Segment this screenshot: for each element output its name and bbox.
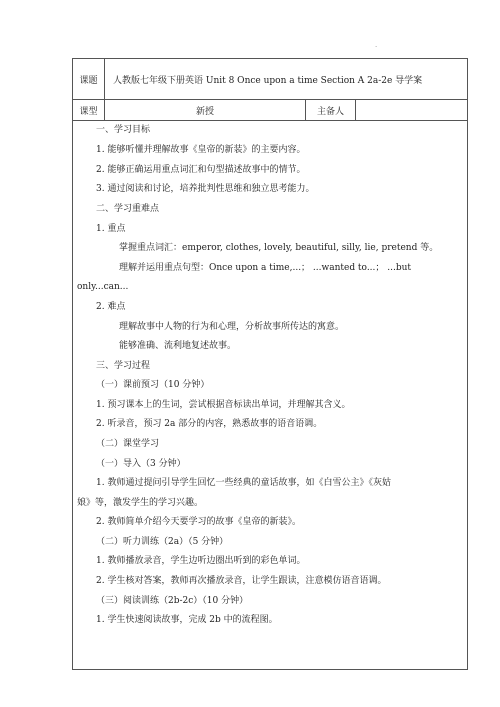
- section-heading-keypoints: 二、学习重难点: [96, 204, 160, 214]
- lesson-type-value: 新授: [105, 100, 306, 121]
- difficulty-item: 能够准确、流利地复述故事。: [119, 341, 237, 351]
- objective-item: 1. 能够听懂并理解故事《皇帝的新装》的主要内容。: [96, 145, 306, 155]
- subheading-difficulty: 2. 难点: [96, 302, 126, 312]
- header-dot: ·: [375, 43, 378, 51]
- process-item-cont: 娘》等，激发学生的学习兴趣。: [77, 498, 204, 508]
- process-item: 1. 预习课本上的生词，尝试根据音标读出单词，并理解其含义。: [96, 400, 351, 410]
- process-item: 2. 听录音，预习 2a 部分的内容，熟悉故事的语音语调。: [96, 419, 323, 429]
- difficulty-item: 理解故事中人物的行为和心理，分析故事所传达的寓意。: [119, 322, 345, 332]
- phase-listening: （二）听力训练（2a）（5 分钟）: [96, 537, 229, 547]
- process-item: 2. 学生核对答案，教师再次播放录音，让学生跟读，注意模仿语音语调。: [96, 576, 387, 586]
- lesson-title: 人教版七年级下册英语 Unit 8 Once upon a time Section A 2a-2e 导学案: [105, 59, 468, 100]
- focus-sentences-cont: only...can...: [77, 282, 129, 292]
- focus-sentences: 理解并运用重点句型：Once upon a time,...； ...wanted to...； ...but: [119, 263, 412, 273]
- process-item: 1. 学生快速阅读故事，完成 2b 中的流程图。: [96, 615, 278, 625]
- phase-preview: （一）课前预习（10 分钟）: [96, 380, 210, 390]
- subheading-focus: 1. 重点: [96, 224, 126, 234]
- process-item: 1. 教师播放录音，学生边听边圈出听到的彩色单词。: [96, 556, 306, 566]
- content-cell: [73, 121, 468, 670]
- phase-intro: （一）导入（3 分钟）: [96, 459, 186, 469]
- lesson-plan-table: [72, 58, 468, 670]
- objective-item: 2. 能够正确运用重点词汇和句型描述故事中的情节。: [96, 165, 306, 175]
- phase-reading: （三）阅读训练（2b-2c）（10 分钟）: [96, 596, 249, 606]
- preparer-label: 主备人: [306, 100, 356, 121]
- section-heading-process: 三、学习过程: [96, 361, 151, 371]
- objective-item: 3. 通过阅读和讨论，培养批判性思维和独立思考能力。: [96, 184, 315, 194]
- process-item: 1. 教师通过提问引导学生回忆一些经典的童话故事，如《白雪公主》《灰姑: [96, 478, 391, 488]
- lesson-type-label: 课型: [73, 100, 105, 121]
- preparer-value: [356, 100, 468, 121]
- phase-classroom: （二）课堂学习: [96, 439, 160, 449]
- title-row: [73, 59, 468, 100]
- section-heading-objectives: 一、学习目标: [96, 125, 151, 135]
- content-row: [73, 121, 468, 670]
- focus-vocabulary: 掌握重点词汇：emperor, clothes, lovely, beautiful, silly, lie, pretend 等。: [119, 243, 439, 253]
- type-row: [73, 100, 468, 121]
- subject-label: 课题: [73, 59, 105, 100]
- process-item: 2. 教师简单介绍今天要学习的故事《皇帝的新装》。: [96, 517, 301, 527]
- content-body: [73, 121, 467, 669]
